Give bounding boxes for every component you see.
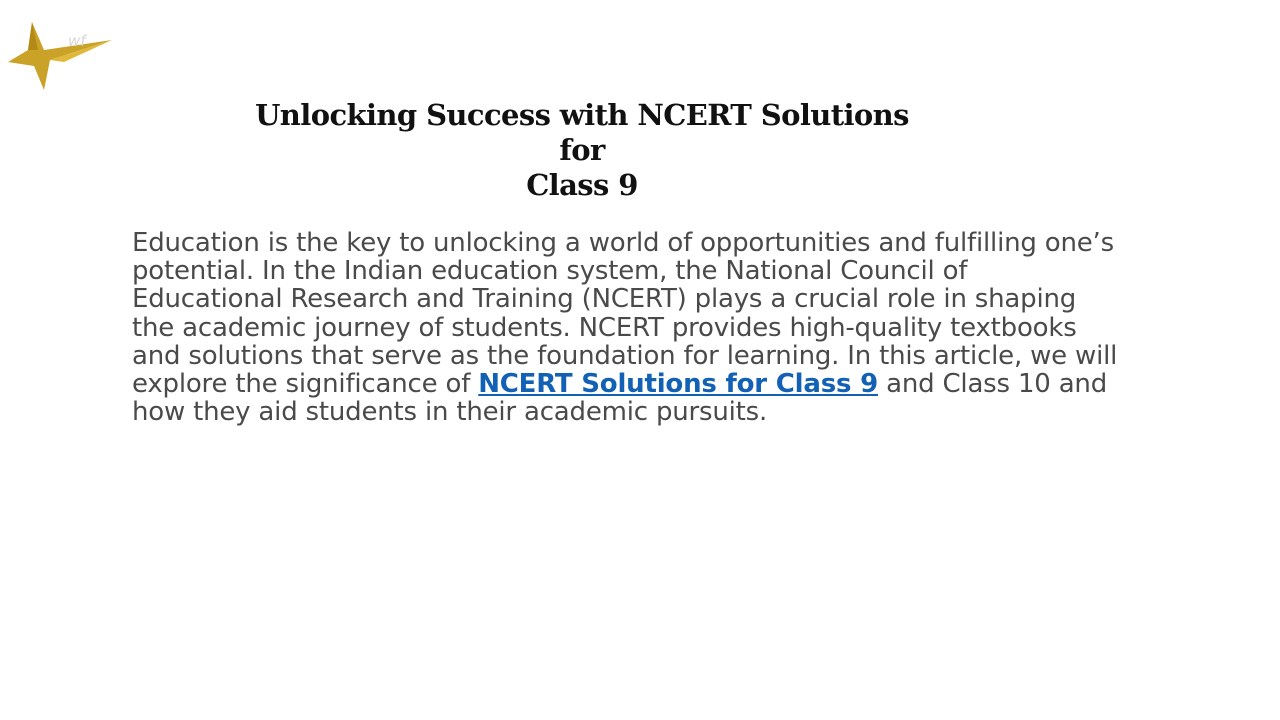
star-swoosh-icon	[8, 22, 112, 90]
ncert-solutions-class-9-link[interactable]: NCERT Solutions for Class 9	[478, 369, 879, 400]
logo-text: wf	[68, 32, 86, 50]
logo	[6, 18, 114, 94]
body-text-before-link: Education is the key to unlocking a world of opportunities and fulfilling one’s potential. In the Indian education system, the National Council of Educational Research and Training (NCERT) plays a crucial role in shaping the academic journey of students. NCERT provides high-quality textbooks and solutions that serve as the foundation for learning. In this article, we will explore the significance of	[132, 228, 1118, 400]
title-line-2: Class 9	[526, 168, 638, 202]
body-text-after-link: and Class 10 and how they aid students in their academic pursuits.	[132, 369, 1108, 428]
title-line-1: Unlocking Success with NCERT Solutions for	[255, 98, 909, 167]
page-title	[232, 98, 932, 203]
body-paragraph	[132, 229, 1122, 426]
